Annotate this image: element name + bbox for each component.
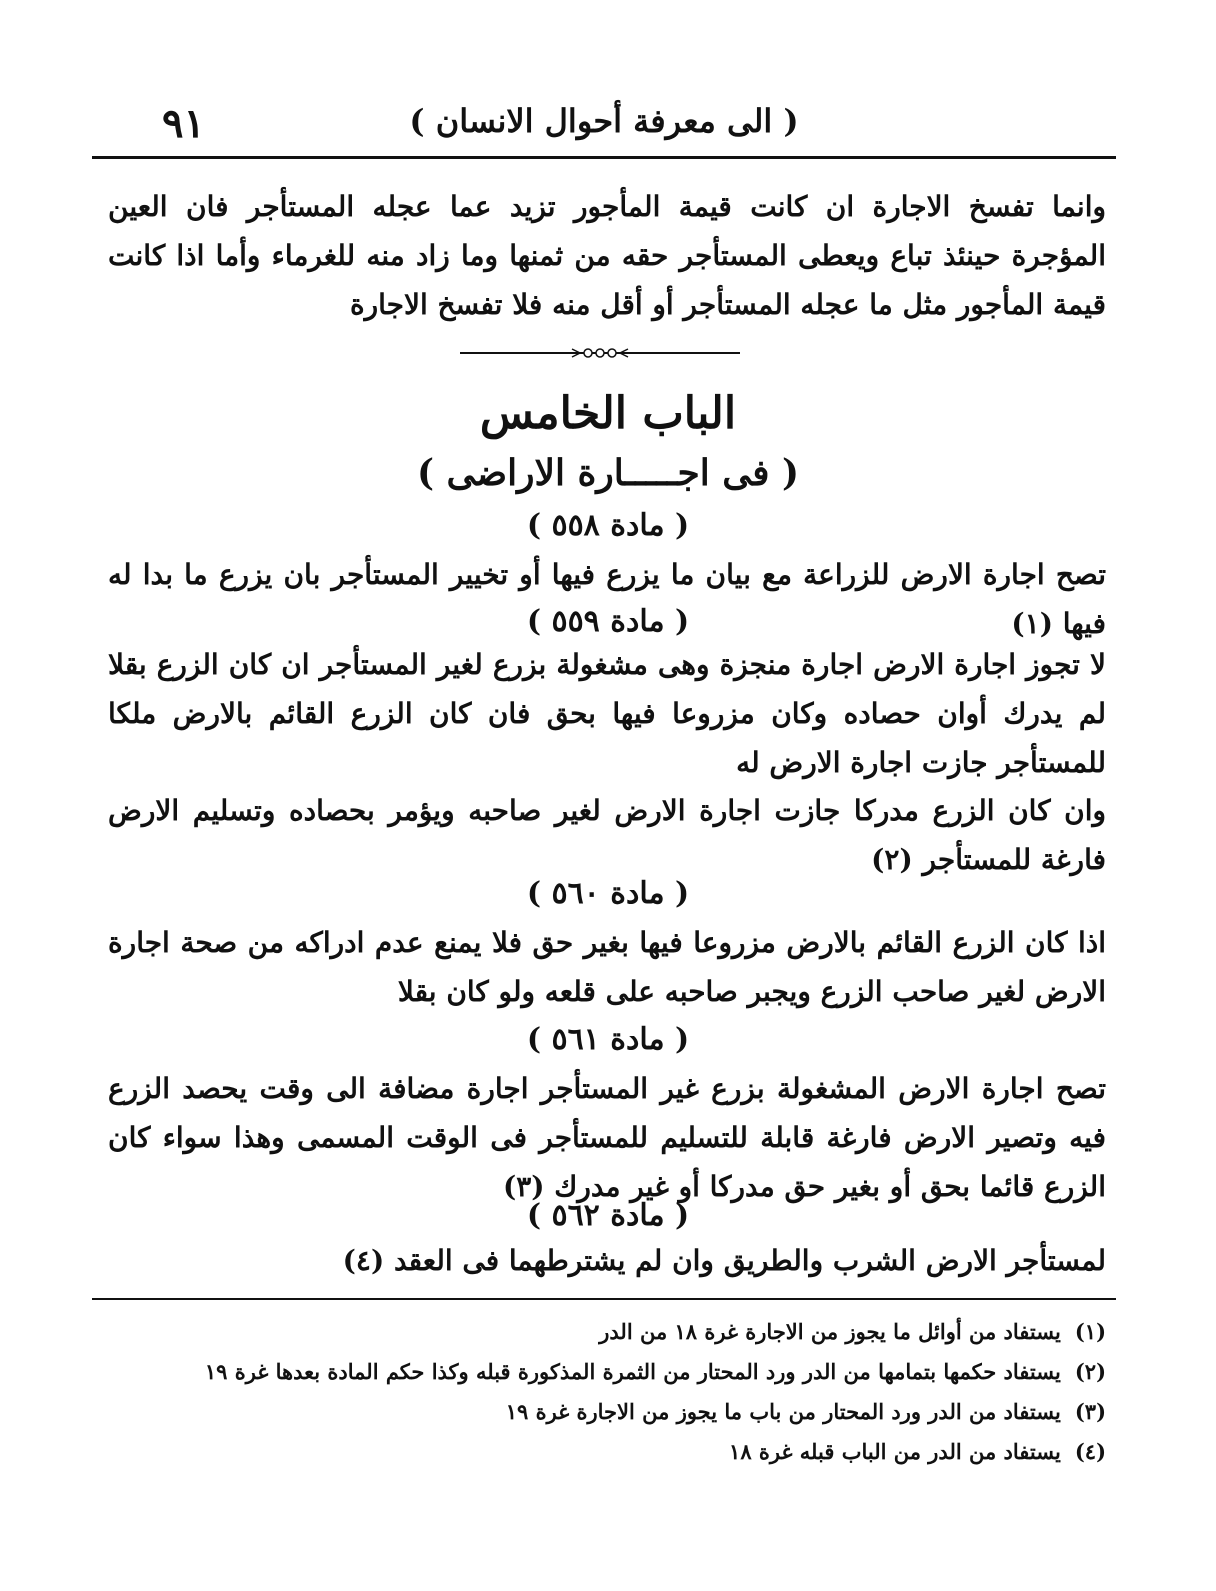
footnote [140, 1392, 1106, 1432]
article-heading: ( مادة ٥٦٢ ) [526, 1198, 690, 1233]
footnote-mark: (١) [1074, 1319, 1106, 1344]
article-text: وان كان الزرع مدركا جازت اجارة الارض لغير صاحبه ويؤمر بحصاده وتسليم الارض فارغة للمستأجر (٢) [108, 794, 1106, 876]
footnote-mark: (٤) [1074, 1439, 1106, 1464]
footnote-text: يستفاد من أوائل ما يجوز من الاجارة غرة ١٨ من الدر [599, 1319, 1061, 1344]
footnote-text: يستفاد من الدر من الباب قبله غرة ١٨ [729, 1439, 1061, 1464]
footnote-mark: (٣) [1074, 1399, 1106, 1424]
footnote-text: يستفاد حكمها بتمامها من الدر ورد المحتار من الثمرة المذكورة قبله وكذا حكم المادة بعدها غرة ١٩ [204, 1359, 1061, 1384]
chapter-subtitle: ( فى اجـــــارة الاراضى ) [416, 452, 800, 494]
article-heading: ( مادة ٥٥٨ ) [526, 508, 690, 543]
article-heading: ( مادة ٥٥٩ ) [526, 604, 690, 639]
running-title: ( الى معرفة أحوال الانسان ) [409, 102, 799, 140]
article-text: تصح اجارة الارض للزراعة مع بيان ما يزرع فيها أو تخيير المستأجر بان يزرع ما بدا له فيها (١) [108, 558, 1106, 640]
page-number: ٩١ [162, 100, 205, 147]
article-text: اذا كان الزرع القائم بالارض مزروعا فيها بغير حق فلا يمنع عدم ادراكه من صحة اجارة الارض لغير صاحب الزرع ويجبر صاحبه على قلعه ولو كان بقلا [108, 926, 1106, 1008]
article-text: لا تجوز اجارة الارض اجارة منجزة وهى مشغولة بزرع لغير المستأجر ان كان الزرع بقلا لم يدرك أوان حصاده وكان مزروعا فيها بحق فان كان الزرع القائم بالارض ملكا للمستأجر جازت اجارة الارض له [108, 648, 1106, 779]
section-divider-ornament [460, 346, 740, 360]
intro-paragraph: وانما تفسخ الاجارة ان كانت قيمة المأجور تزيد عما عجله المستأجر فان العين المؤجرة حينئذ تباع ويعطى المستأجر حقه من ثمنها وما زاد منه للغرماء وأما اذا كانت قيمة المأجور مثل ما عجله المستأجر أو أقل منه فلا تفسخ الاجارة [108, 190, 1106, 321]
footnote-text: يستفاد من الدر ورد المحتار من باب ما يجوز من الاجارة غرة ١٩ [505, 1399, 1061, 1424]
footnote [140, 1312, 1106, 1352]
header-rule [92, 156, 1116, 159]
article-heading: ( مادة ٥٦١ ) [526, 1022, 690, 1057]
footnote [140, 1432, 1106, 1472]
chapter-title: الباب الخامس [479, 388, 737, 439]
page-header [92, 100, 1116, 160]
footnote-mark: (٢) [1074, 1359, 1106, 1384]
footnotes [140, 1312, 1106, 1472]
article-heading: ( مادة ٥٦٠ ) [526, 876, 690, 911]
footnote-rule [92, 1298, 1116, 1300]
article-text: تصح اجارة الارض المشغولة بزرع غير المستأجر اجارة مضافة الى وقت يحصد الزرع فيه وتصير الارض فارغة قابلة للتسليم للمستأجر فى الوقت المسمى وهذا سواء كان الزرع قائما بحق أو بغير حق مدركا أو غير مدرك (٣) [108, 1072, 1106, 1203]
footnote [140, 1352, 1106, 1392]
article-text: لمستأجر الارض الشرب والطريق وان لم يشترطهما فى العقد (٤) [342, 1244, 1106, 1277]
